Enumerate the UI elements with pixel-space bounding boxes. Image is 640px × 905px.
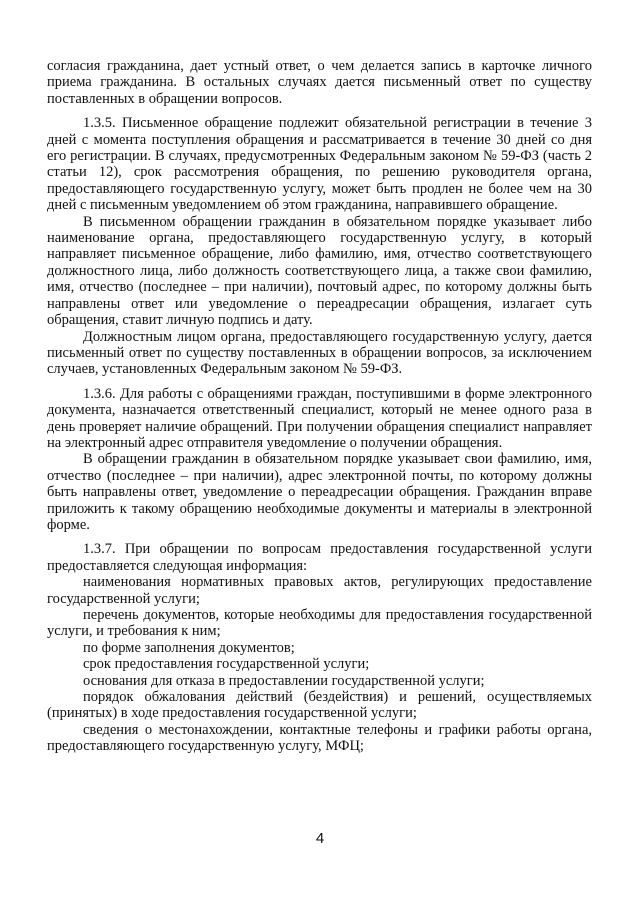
list-item-service-term: срок предоставления государственной услуги; [83,656,370,673]
paragraph-1-3-6: 1.3.6. Для работы с обращениями граждан, поступившими в форме электронного документа, назначается ответственный специалист, который не менее одного раза в день проверяет наличие обращений. При получении обращения специалист направляет на электронный адрес отправителя уведомление о получении обращения. [47,385,592,451]
list-item-legal-acts: наименования нормативных правовых актов, регулирующих предоставление государственной услуги; [47,574,592,607]
list-item-appeal-procedure: порядок обжалования действий (бездействия) и решений, осуществляемых (принятых) в ходе предоставления государственной услуги; [47,689,592,722]
paragraph-1-3-7: 1.3.7. При обращении по вопросам предоставления государственной услуги предоставляется следующая информация: [47,541,592,574]
document-body [47,58,592,755]
paragraph-1-3-5: 1.3.5. Письменное обращение подлежит обязательной регистрации в течение 3 дней с момента поступления обращения и рассматривается в течение 30 дней со дня его регистрации. В случаях, предусмотренных Федеральным законом № 59-ФЗ (часть 2 статьи 12), срок рассмотрения обращения, по решению руководителя органа, предоставляющего государственную услугу, может быть продлен не более чем на 30 дней с письменным уведомлением об этом гражданина, направившего обращение. [47,115,592,214]
list-item-form-filling: по форме заполнения документов; [83,639,295,656]
list-item-refusal-grounds: основания для отказа в предоставлении государственной услуги; [83,672,485,689]
paragraph-written-response: Должностным лицом органа, предоставляющего государственную услугу, дается письменный ответ по существу поставленных в обращении вопросов, за исключением случаев, установленных Федеральным законом № 59-ФЗ. [47,328,592,378]
paragraph-written-request-requirements: В письменном обращении гражданин в обязательном порядке указывает либо наименование органа, предоставляющего государственную услугу, в который направляет письменное обращение, либо фамилию, имя, отчество соответствующего должностного лица, либо должность соответствующего лица, а также свои фамилию, имя, отчество (последнее – при наличии), почтовый адрес, по которому должны быть направлены ответ или уведомление о переадресации обращения, излагает суть обращения, ставит личную подпись и дату. [47,213,592,329]
list-item-contact-info: сведения о местонахождении, контактные телефоны и графики работы органа, предоставляющего государственную услугу, МФЦ; [47,721,592,755]
paragraph-electronic-request-requirements: В обращении гражданин в обязательном порядке указывает свои фамилию, имя, отчество (последнее – при наличии), адрес электронной почты, по которому должны быть направлены ответ, уведомление о переадресации обращения. Гражданин вправе приложить к такому обращению необходимые документы и материалы в электронной форме. [47,451,592,533]
paragraph-continuation: согласия гражданина, дает устный ответ, о чем делается запись в карточке личного приема гражданина. В остальных случаях дается письменный ответ по существу поставленных в обращении вопросов. [47,58,592,107]
page-number: 4 [315,830,325,847]
list-item-documents-list: перечень документов, которые необходимы для предоставления государственной услуги, и требования к ним; [47,607,592,640]
